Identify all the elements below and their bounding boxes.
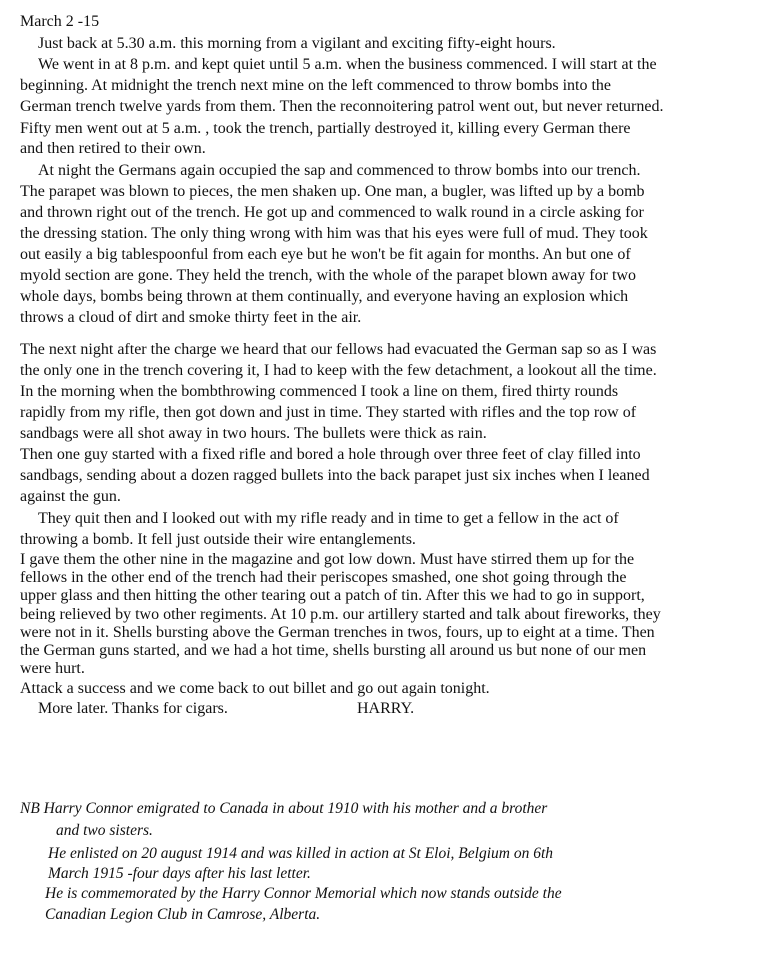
letter-line: The parapet was blown to pieces, the men shaken up. One man, a bugler, was lifted up by a bomb bbox=[20, 183, 645, 200]
letter-signature: HARRY. bbox=[357, 700, 415, 717]
note-line: NB Harry Connor emigrated to Canada in about 1910 with his mother and a brother bbox=[20, 800, 548, 817]
letter-line: out easily a big tablespoonful from each eye but he won't be fit again for months. An but one of bbox=[20, 246, 631, 263]
letter-line: throwing a bomb. It fell just outside their wire entanglements. bbox=[20, 531, 416, 548]
letter-line: the German guns started, and we had a hot time, shells bursting all around us but none of our men bbox=[20, 642, 647, 659]
letter-line: They quit then and I looked out with my rifle ready and in time to get a fellow in the act of bbox=[38, 510, 619, 527]
letter-line: against the gun. bbox=[20, 488, 121, 505]
note-line: March 1915 -four days after his last letter. bbox=[48, 865, 311, 882]
letter-line: At night the Germans again occupied the sap and commenced to throw bombs into our trench. bbox=[38, 162, 641, 179]
letter-line: We went in at 8 p.m. and kept quiet until 5 a.m. when the business commenced. I will start at the bbox=[38, 56, 657, 73]
letter-line: and thrown right out of the trench. He got up and commenced to walk round in a circle asking for bbox=[20, 204, 644, 221]
letter-line: throws a cloud of dirt and smoke thirty feet in the air. bbox=[20, 309, 362, 326]
letter-line: I gave them the other nine in the magazine and got low down. Must have stirred them up for the bbox=[20, 551, 635, 568]
letter-line: beginning. At midnight the trench next mine on the left commenced to throw bombs into the bbox=[20, 77, 611, 94]
letter-line: and then retired to their own. bbox=[20, 140, 206, 157]
letter-line: upper glass and then hitting the other tearing out a patch of tin. After this we had to go in support, bbox=[20, 587, 645, 604]
letter-line: the dressing station. The only thing wrong with him was that his eyes were full of mud. They took bbox=[20, 225, 648, 242]
note-line: and two sisters. bbox=[56, 822, 153, 839]
letter-line: rapidly from my rifle, then got down and just in time. They started with rifles and the top row of bbox=[20, 404, 637, 421]
letter-line: being relieved by two other regiments. At 10 p.m. our artillery started and talk about fireworks, they bbox=[20, 606, 661, 623]
letter-line: Fifty men went out at 5 a.m. , took the trench, partially destroyed it, killing every German there bbox=[20, 120, 631, 137]
letter-line: the only one in the trench covering it, I had to keep with the few detachment, a lookout all the time. bbox=[20, 362, 657, 379]
letter-line: More later. Thanks for cigars. bbox=[38, 700, 228, 717]
letter-line: German trench twelve yards from them. Then the reconnoitering patrol went out, but never returned. bbox=[20, 98, 664, 115]
letter-line: were not in it. Shells bursting above the German trenches in twos, fours, up to eight at a time. Then bbox=[20, 624, 655, 641]
letter-line: sandbags, sending about a dozen ragged bullets into the back parapet just six inches when I leaned bbox=[20, 467, 650, 484]
letter-line: fellows in the other end of the trench had their periscopes smashed, one shot going through the bbox=[20, 569, 627, 586]
letter-line: Just back at 5.30 a.m. this morning from a vigilant and exciting fifty-eight hours. bbox=[38, 35, 556, 52]
note-line: Canadian Legion Club in Camrose, Alberta. bbox=[45, 906, 321, 923]
letter-line: sandbags were all shot away in two hours. The bullets were thick as rain. bbox=[20, 425, 487, 442]
letter-line: Then one guy started with a fixed rifle and bored a hole through over three feet of clay filled into bbox=[20, 446, 641, 463]
note-line: He enlisted on 20 august 1914 and was killed in action at St Eloi, Belgium on 6th bbox=[48, 845, 553, 862]
letter-line: In the morning when the bombthrowing commenced I took a line on them, fired thirty rounds bbox=[20, 383, 619, 400]
letter-line: myold section are gone. They held the trench, with the whole of the parapet blown away for two bbox=[20, 267, 636, 284]
letter-line: The next night after the charge we heard that our fellows had evacuated the German sap so as I was bbox=[20, 341, 657, 358]
letter-line: were hurt. bbox=[20, 660, 85, 677]
letter-line: Attack a success and we come back to out billet and go out again tonight. bbox=[20, 680, 490, 697]
letter-date: March 2 -15 bbox=[20, 13, 100, 30]
note-line: He is commemorated by the Harry Connor Memorial which now stands outside the bbox=[45, 885, 562, 902]
letter-line: whole days, bombs being thrown at them continually, and everyone having an explosion which bbox=[20, 288, 629, 305]
